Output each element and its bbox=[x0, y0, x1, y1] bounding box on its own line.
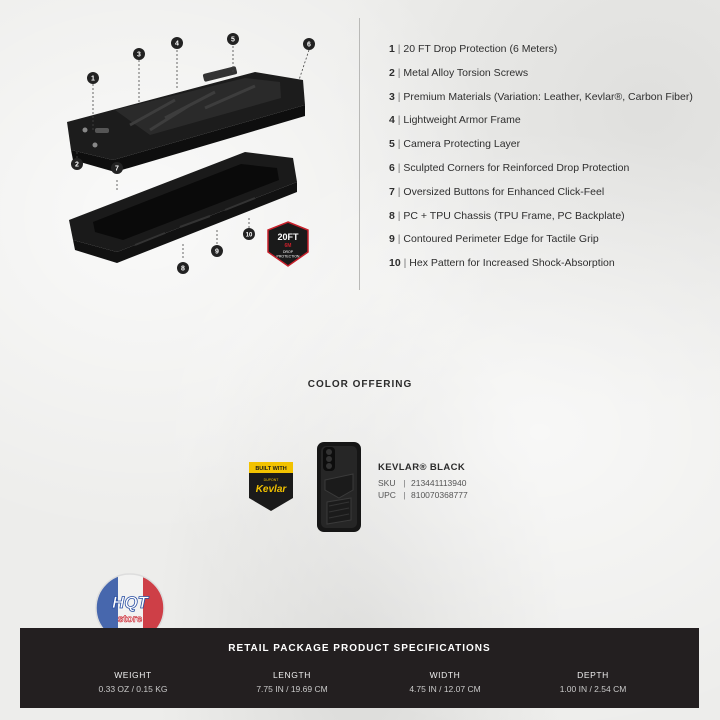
feature-item: 7 | Oversized Buttons for Enhanced Click-Feel bbox=[389, 185, 605, 198]
callout-2: 2 bbox=[75, 161, 79, 169]
svg-text:PROTECTION: PROTECTION bbox=[276, 254, 300, 259]
callout-4: 4 bbox=[175, 40, 179, 48]
package-specs-bar bbox=[20, 628, 699, 708]
callout-1: 1 bbox=[91, 75, 95, 83]
callout-10: 10 bbox=[245, 232, 253, 239]
svg-text:DUPONT: DUPONT bbox=[263, 478, 279, 482]
svg-text:HQT: HQT bbox=[112, 593, 148, 612]
feature-item: 10 | Hex Pattern for Increased Shock-Absorption bbox=[389, 257, 615, 270]
callout-7: 7 bbox=[115, 165, 119, 173]
callout-3: 3 bbox=[137, 51, 141, 59]
variant-name: KEVLAR® BLACK bbox=[378, 462, 466, 473]
feature-item: 9 | Contoured Perimeter Edge for Tactile Grip bbox=[389, 233, 599, 246]
svg-text:store: store bbox=[117, 614, 143, 625]
feature-item: 6 | Sculpted Corners for Reinforced Drop Protection bbox=[389, 161, 630, 174]
svg-text:Kevlar: Kevlar bbox=[255, 484, 287, 495]
sku-value: 213441113940 bbox=[411, 478, 467, 488]
spec-length: LENGTH 7.75 IN / 19.69 CM bbox=[256, 670, 328, 694]
feature-item: 4 | Lightweight Armor Frame bbox=[389, 114, 521, 127]
svg-text:BUILT WITH: BUILT WITH bbox=[255, 466, 287, 472]
callout-9: 9 bbox=[215, 248, 219, 256]
feature-list bbox=[389, 42, 693, 280]
spec-width: WIDTH 4.75 IN / 12.07 CM bbox=[409, 670, 481, 694]
svg-text:DROP: DROP bbox=[282, 250, 294, 254]
callout-8: 8 bbox=[181, 265, 185, 273]
kevlar-badge bbox=[247, 460, 295, 513]
upc-value: 810070368777 bbox=[411, 490, 468, 500]
callout-6: 6 bbox=[307, 41, 311, 49]
spec-weight: WEIGHT 0.33 OZ / 0.15 KG bbox=[98, 670, 168, 694]
feature-item: 8 | PC + TPU Chassis (TPU Frame, PC Backplate) bbox=[389, 209, 625, 222]
svg-text:6M: 6M bbox=[284, 243, 292, 249]
feature-item: 5 | Camera Protecting Layer bbox=[389, 138, 521, 151]
case-inner-frame bbox=[69, 152, 297, 263]
vertical-divider bbox=[359, 18, 360, 290]
case-thumbnail bbox=[315, 440, 363, 534]
feature-item: 1 | 20 FT Drop Protection (6 Meters) bbox=[389, 43, 558, 55]
exploded-case-illustration bbox=[55, 30, 335, 290]
upc-row: UPC | 810070368777 bbox=[378, 490, 468, 500]
svg-text:20FT: 20FT bbox=[277, 232, 299, 242]
feature-item: 2 | Metal Alloy Torsion Screws bbox=[389, 66, 529, 79]
specs-title: RETAIL PACKAGE PRODUCT SPECIFICATIONS bbox=[228, 643, 491, 654]
spec-depth: DEPTH 1.00 IN / 2.54 CM bbox=[559, 670, 627, 694]
color-offering-heading: COLOR OFFERING bbox=[307, 379, 413, 390]
callout-5: 5 bbox=[231, 36, 235, 44]
sku-row: SKU | 213441113940 bbox=[378, 478, 467, 488]
drop-protection-badge bbox=[268, 222, 308, 266]
color-variant-info bbox=[378, 462, 468, 501]
feature-item: 3 | Premium Materials (Variation: Leather, Kevlar®, Carbon Fiber) bbox=[389, 90, 693, 103]
